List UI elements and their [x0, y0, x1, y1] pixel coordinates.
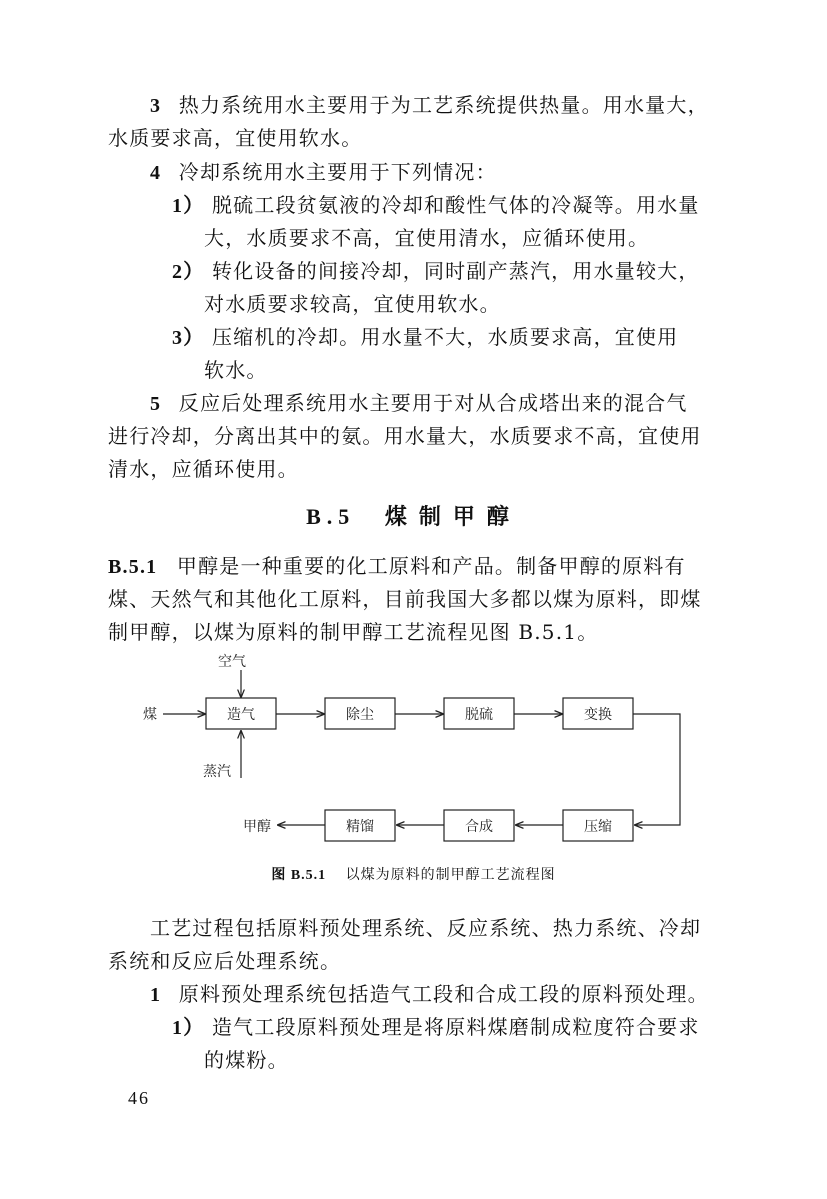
- para-1-line-2: [108, 125, 362, 151]
- para-1-line-1: [150, 92, 709, 119]
- figure-number: 图 B.5.1: [271, 868, 327, 883]
- line-text: 造气工段原料预处理是将原料煤磨制成粒度符合要求: [211, 1015, 700, 1039]
- section-title: [0, 500, 827, 531]
- line-text: 对水质要求较高，宜使用软水。: [204, 292, 501, 316]
- line-text: 大，水质要求不高，宜使用清水，应循环使用。: [204, 226, 650, 250]
- item-number: 4: [150, 162, 162, 184]
- item-number: 1）: [172, 195, 205, 217]
- sub-item-b-line-2: [204, 1047, 289, 1073]
- figure-title: 以煤为原料的制甲醇工艺流程图: [345, 867, 556, 883]
- para-5-line-2: [108, 423, 702, 449]
- arrow-shift-compress: [633, 714, 680, 825]
- label-coal: 煤: [143, 707, 157, 723]
- label-steam: 蒸汽: [203, 764, 231, 780]
- line-text: 系统和反应后处理系统。: [108, 949, 342, 973]
- clause-b51-line-1: [108, 553, 686, 580]
- item-number: 1）: [172, 1017, 205, 1039]
- sub-item-1-line-2: [204, 225, 649, 251]
- line-text: 工艺过程包括原料预处理系统、反应系统、热力系统、冷却: [150, 916, 702, 940]
- line-text: 清水，应循环使用。: [108, 457, 299, 481]
- sub-item-3-line-2: [204, 357, 268, 383]
- item-number: 5: [150, 393, 162, 415]
- line-text: 的煤粉。: [204, 1048, 289, 1072]
- line-text: 反应后处理系统用水主要用于对从合成塔出来的混合气: [178, 391, 688, 415]
- label-gasify: 造气: [227, 707, 255, 723]
- sub-item-3-line-1: [172, 324, 678, 351]
- page-number: 46: [128, 1088, 150, 1108]
- line-text: 转化设备的间接冷却，同时副产蒸汽，用水量较大，: [211, 259, 700, 283]
- clause-b51-line-2: [108, 586, 702, 612]
- sub-item-1-line-1: [172, 192, 700, 219]
- label-air: 空气: [218, 654, 246, 670]
- line-text: 原料预处理系统包括造气工段和合成工段的原料预处理。: [178, 982, 709, 1006]
- label-refine: 精馏: [346, 819, 374, 835]
- sub-item-2-line-1: [172, 258, 700, 285]
- item-number: 2）: [172, 261, 205, 283]
- section-heading: 煤制甲醇: [384, 505, 521, 530]
- label-methanol: 甲醇: [243, 819, 271, 835]
- line-text: 水质要求高，宜使用软水。: [108, 126, 363, 150]
- line-text: 制甲醇，以煤为原料的制甲醇工艺流程见图 B.5.1。: [108, 620, 599, 644]
- line-text: 进行冷却，分离出其中的氨。用水量大，水质要求不高，宜使用: [108, 424, 702, 448]
- item-number: 3）: [172, 327, 205, 349]
- label-synth: 合成: [465, 819, 493, 835]
- clause-number: B.5.1: [108, 556, 158, 578]
- line-text: 甲醇是一种重要的化工原料和产品。制备甲醇的原料有: [176, 554, 686, 578]
- para-process-line-1: [150, 915, 701, 941]
- item-number: 1: [150, 984, 162, 1006]
- line-text: 热力系统用水主要用于为工艺系统提供热量。用水量大，: [178, 93, 709, 117]
- line-text: 脱硫工段贫氨液的冷却和酸性气体的冷凝等。用水量: [211, 193, 700, 217]
- para-process-line-2: [108, 948, 341, 974]
- label-desulf: 脱硫: [465, 707, 493, 723]
- figure-caption: [0, 864, 827, 884]
- process-flow-diagram: [0, 650, 827, 850]
- clause-b51-line-3: [108, 619, 598, 645]
- section-number: B.5: [306, 504, 356, 529]
- line-text: 压缩机的冷却。用水量不大，水质要求高，宜使用: [211, 325, 679, 349]
- label-compress: 压缩: [584, 819, 612, 835]
- para-5-line-1: [150, 390, 688, 417]
- item-number: 3: [150, 95, 162, 117]
- label-shift: 变换: [584, 707, 612, 723]
- para-2-line-1: [150, 159, 497, 186]
- line-text: 煤、天然气和其他化工原料，目前我国大多都以煤为原料，即煤: [108, 587, 702, 611]
- sub-item-2-line-2: [204, 291, 501, 317]
- line-text: 软水。: [204, 358, 268, 382]
- label-dust: 除尘: [346, 707, 374, 723]
- para-5-line-3: [108, 456, 299, 482]
- item-1-line-1: [150, 981, 709, 1008]
- sub-item-b-line-1: [172, 1014, 700, 1041]
- line-text: 冷却系统用水主要用于下列情况：: [178, 160, 497, 184]
